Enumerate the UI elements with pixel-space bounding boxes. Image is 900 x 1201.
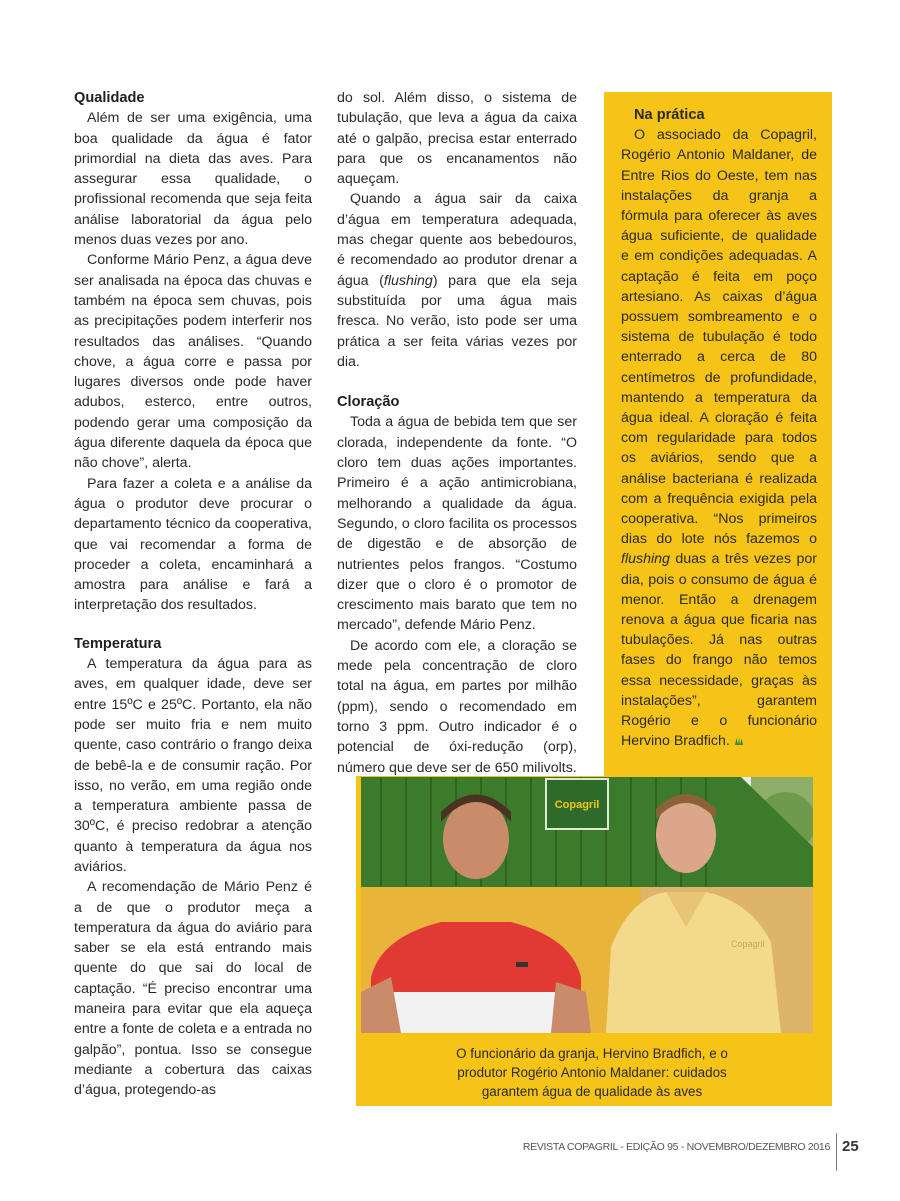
paragraph: A recomendação de Mário Penz é a de que o produtor meça a temperatura da água do aviário para saber se ela está entrando mais quente do que sai do local de captação. “É preciso encontrar uma maneira para evitar que ela aqueça entre a fonte de coleta e a entrada no galpão”, pontua. Isso se consegue mediante a cobertura das caixas d’água, protegendo-as [74, 879, 312, 1099]
sidebar-paragraph: O associado da Copagril, Rogério Antonio Maldaner, de Entre Rios do Oeste, tem nas instalações da granja a fórmula para oferecer às aves água suficiente, de qualidade e em condições adequadas. A captação é feita em poço artesiano. As caixas d’água possuem sombreamento e o sistema de tubulação é todo enterrado a cerca de 80 centímetros de profundidade, mantendo a temperatura da água ideal. A cloração é feita com regularidade para todos os aviários, sendo que a análise bacteriana é realizada com a frequência exigida pela cooperativa. “Nos primeiros dias do lote nós fazemos o flushing duas a três vezes por dia, pois o consumo de água é menor. Então a drenagem renova a água que ficaria nas tubulações. Já nas outras fases do frango não temos essa necessidade, graças às instalações”, garantem Rogério e o funcionário Hervino Bradfich. [621, 127, 817, 750]
paragraph: Toda a água de bebida tem que ser clorada, independente da fonte. “O cloro tem duas ações importantes. Primeiro é a ação antimicrobiana, melhorando a qualidade da água. Segundo, o cloro facilita os processos de digestão e de absorção de nutrientes pelos frangos. “Costumo dizer que o cloro é o promotor de crescimento mais barato que tem no mercado”, defende Mário Penz. [337, 414, 577, 634]
article-column-1 [74, 88, 312, 1101]
sidebar-text [621, 105, 817, 752]
section-heading-qualidade: Qualidade [74, 90, 145, 106]
paragraph-continuation: do sol. Além disso, o sistema de tubulação, que leva a água da caixa até o galpão, precisa estar enterrado para que os encanamentos não aqueçam. [337, 90, 577, 188]
footer-divider [836, 1133, 837, 1171]
paragraph-flushing: Quando a água sair da caixa d’água em temperatura adequada, mas chegar quente aos bebedouros, é recomendado ao produtor drenar a água (flushing) para que ela seja substituída por uma água mais fresca. No verão, isto pode ser uma prática a ser feita várias vezes por dia. [337, 191, 577, 370]
paragraph: Além de ser uma exigência, uma boa qualidade da água é fator primordial na dieta das aves. Para assegurar essa qualidade, o profissional recomenda que seja feita análise laboratorial da água pelo menos duas vezes por ano. [74, 110, 312, 249]
paragraph: A temperatura da água para as aves, em qualquer idade, deve ser entre 15ºC e 25ºC. Portanto, ela não pode ser muito fria e nem muito quente, caso contrário o frango deixa de bebê-la e de consumir ração. Por isso, no verão, em uma região onde a temperatura ambiente passa de 30ºC, é preciso redobrar a atenção quanto à temperatura da água nos aviários. [74, 656, 312, 875]
section-heading-cloracao: Cloração [337, 394, 400, 411]
shirt-logo-text: Copagril [731, 939, 765, 949]
photo-caption [372, 1044, 812, 1101]
sign-logo-text: Copagril [554, 799, 600, 811]
caption-line: O funcionário da granja, Hervino Bradfich, e o [456, 1046, 728, 1061]
article-column-2 [337, 88, 577, 778]
paragraph: Conforme Mário Penz, a água deve ser analisada na época das chuvas e também na época sem chuvas, pois as precipitações podem interferir nos resultados das análises. “Quando chove, a água corre e passa por lugares diversos onde pode haver adubos, esterco, entre outros, podendo gerar uma composição da água diferente daquela da época que não chove”, alerta. [74, 252, 312, 472]
caption-line: produtor Rogério Antonio Maldaner: cuidados [457, 1065, 727, 1080]
sidebar-heading: Na prática [634, 107, 705, 123]
photo-two-men [361, 777, 813, 1033]
caption-line: garantem água de qualidade às aves [481, 1084, 703, 1099]
paragraph: Para fazer a coleta e a análise da água o produtor deve procurar o departamento técnico da cooperativa, que vai recomendar a forma de proceder a coleta, encaminhará a amostra para análise e fará a interpretação dos resultados. [74, 475, 312, 614]
section-heading-temperatura: Temperatura [74, 635, 162, 652]
page-number: 25 [842, 1138, 859, 1155]
footer-publication: REVISTA COPAGRIL - EDIÇÃO 95 - NOVEMBRO/DEZEMBRO 2016 [522, 1141, 830, 1153]
end-mark-icon [734, 736, 744, 746]
paragraph: De acordo com ele, a cloração se mede pela concentração de cloro total na água, em partes por milhão (ppm), sendo o recomendado em torno 3 ppm. Outro indicador é o potencial de óxi-redução (orp), número que deve ser de 650 milivolts. [337, 637, 577, 776]
